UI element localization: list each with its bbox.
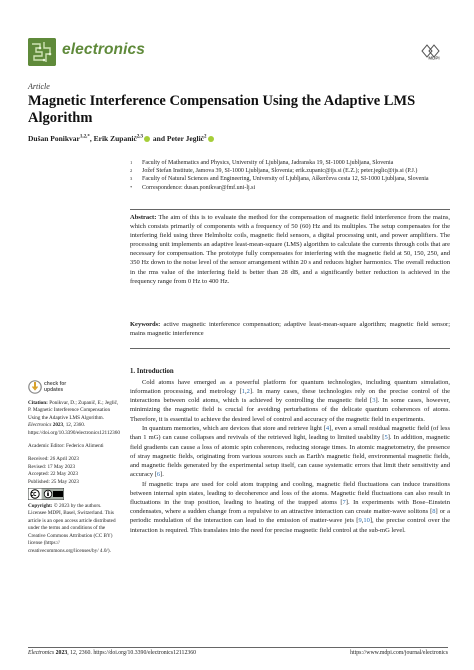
academic-editor: Academic Editor: Federico Alimenti (28, 443, 104, 450)
correspondence-email[interactable]: Correspondence: dusan.ponikvar@fmf.uni-lj.si (142, 184, 256, 191)
accepted-date: Accepted: 22 May 2023 (28, 471, 78, 478)
article-sidebar (28, 400, 120, 555)
keywords-label: Keywords: (130, 321, 161, 328)
article-type: Article (28, 82, 50, 91)
footer-journal: Electronics (28, 650, 55, 656)
author-name[interactable]: Erik Zupanič (93, 134, 137, 143)
author-affil-mark: 2,3 (136, 134, 144, 140)
cc-by-license-icon[interactable] (28, 488, 64, 500)
citation-link[interactable]: 9 (358, 517, 362, 525)
affiliation-text: Faculty of Mathematics and Physics, University of Ljubljana, Jadranska 19, SI-1000 Ljubljana, Slovenia (142, 160, 394, 166)
citation-year: 2023 (52, 422, 64, 429)
citation-link[interactable]: 8 (432, 508, 436, 516)
keywords-bottom-rule (130, 348, 450, 349)
footer-citation (28, 650, 196, 656)
footer-journal-url[interactable]: https://www.mdpi.com/journal/electronics (350, 650, 448, 656)
footer-year: 2023 (55, 650, 68, 656)
citation-link[interactable]: 6 (156, 471, 161, 479)
affiliation-item (130, 159, 460, 167)
abstract-label: Abstract: (130, 214, 157, 221)
affiliation-item (130, 167, 460, 175)
affiliation-text: Jožef Stefan Institute, Jamova 39, SI-1000 Ljubljana, Slovenia; erik.zupanic@ijs.si (E.Z.); peter.jeglic@ijs.si (P.J.) (142, 168, 418, 175)
citation-doi[interactable]: , 12, 2360. https://doi.org/10.3390/electronics12112360 (28, 422, 120, 436)
citation-link[interactable]: 10 (363, 517, 370, 525)
abstract-top-rule (130, 209, 450, 210)
affiliation-mark: 2 (130, 168, 133, 174)
affiliation-item (130, 184, 460, 192)
author-name[interactable]: Peter Jeglič (166, 134, 205, 143)
copyright-notice (28, 503, 120, 555)
author-affil-mark: 1,2,* (79, 134, 90, 140)
citation-text: Ponikvar, D.; Zupanič, E.; Jeglič, P. Magnetic Interference Compensation Using the Adaptive LMS Algorithm. (28, 400, 119, 421)
footer-doi[interactable]: , 12, 2360. https://doi.org/10.3390/electronics12112360 (67, 650, 197, 656)
check-updates-line1: check for (44, 381, 67, 387)
mdpi-label: MDPI (428, 55, 440, 60)
paragraph: In quantum memories, which are devices that store and retrieve light [4], even a small residual magnetic field (of less than 1 mG) can cause collapses and revivals of the retrieved light, leading to limited usability [5]. In addition, magnetic field gradients can cause a loss of atomic spin coherences, reducing storage times. In atomic magnetometry, the presence of stray magnetic fields, originating from various sources such as Earth's magnetic field, environmental magnetic fields, and magnetic fields generated by the experimental setup itself, can cause systematic errors that limit their sensitivity and accuracy [6]. (130, 425, 450, 479)
citation-link[interactable]: 7 (342, 499, 346, 507)
journal-logo-icon (28, 38, 56, 66)
footer-rule (28, 647, 448, 648)
affiliation-mark: * (130, 184, 133, 190)
citation-label: Citation: (28, 400, 48, 406)
author-affil-mark: 2 (204, 134, 207, 140)
received-date: Received: 26 April 2023 (28, 456, 79, 463)
abstract (130, 213, 450, 286)
affiliation-list (130, 159, 460, 192)
affiliation-mark: 3 (130, 176, 133, 182)
orcid-icon[interactable] (208, 136, 214, 142)
paragraph: If magnetic traps are used for cold atom trapping and cooling, magnetic field fluctuations can induce transitions between internal spin states, leading to decoherence and loss of the atoms. Magnetic field fluctuations can also result in fluctuations in the trap position, leading to heating of the trapped atoms [7]. In experiments with Bose–Einstein condensates, where a sudden change from a repulsive to an attractive interaction can create matter-wave solitons [8] or a periodic modulation of the interaction can lead to the emission of matter-wave jets [9,10], the precise control over the interaction is required. This translates into the need for precise magnetic field control at the sub-mG level. (130, 480, 450, 534)
affiliation-item (130, 175, 460, 183)
affiliation-mark: 1 (130, 160, 133, 165)
check-updates-line2: updates (44, 386, 64, 393)
citation-link[interactable]: 5 (384, 434, 388, 442)
check-updates-icon (28, 380, 42, 394)
author-list (28, 134, 458, 144)
author-separator: and (151, 134, 167, 143)
author-separator: , (89, 134, 94, 143)
citation-link[interactable]: 4 (325, 425, 330, 433)
mdpi-logo-icon[interactable] (420, 42, 448, 60)
revised-date: Revised: 17 May 2023 (28, 463, 76, 470)
section-heading: 1. Introduction (130, 368, 174, 375)
citation (28, 400, 120, 437)
copyright-label: Copyright: (28, 503, 53, 510)
affiliation-text: Faculty of Natural Sciences and Engineering, University of Ljubljana, Aškerčeva cesta 12, SI-1000 Ljubljana, Slovenia (142, 176, 429, 183)
abstract-text: The aim of this is to evaluate the method for the compensation of magnetic field interference from the mains, which consists primarily of components with a frequency of 50 (60) Hz and its multiples. The setup compensates for the interfering field using three Helmholtz coils, magnetic field sensors, a digital processing unit, and power amplifiers. The processing unit implements an adaptive least-mean-square (LMS) algorithm to calculate the currents through coils that are necessary for compensation. The prototype fully compensates for interfering with the magnetic field at 50, 150, 250, and 350 Hz down to the noise level of the sensor arrangement within 20 s and reduces higher harmonics. The overall reduction in the rms value of the interfering field is better than 28 dB, and a significantly better reduction is achieved in the frequency range from 0 Hz to 400 Hz. (130, 214, 451, 285)
author-name[interactable]: Dušan Ponikvar (28, 134, 80, 143)
orcid-icon[interactable] (144, 136, 150, 142)
journal-name: electronics (62, 41, 145, 58)
keywords-text: active magnetic interference compensation; adaptive least-mean-square algorithm; magnetic field sensor; mains magnetic interference (130, 321, 451, 338)
keywords (130, 320, 450, 338)
citation-journal: Electronics (28, 422, 52, 429)
article-title: Magnetic Interference Compensation Using the Adaptive LMS Algorithm (28, 93, 416, 126)
published-date: Published: 25 May 2023 (28, 478, 79, 485)
citation-link[interactable]: 1 (241, 388, 246, 396)
paragraph: Cold atoms have emerged as a powerful platform for quantum technologies, including quantum simulation, information processing, and metrology [1,2]. In many cases, these technologies rely on the precise control of the interactions between cold atoms, which is achieved by controlling the magnetic field [3]. In some cases, however, minimizing the magnetic field is crucial for avoiding perturbations of the delicate quantum coherences of atoms. Therefore, it is essential to achieve the desired level of control and accuracy of the magnetic field in experiments. (130, 379, 451, 423)
citation-link[interactable]: 2 (246, 388, 250, 396)
citation-link[interactable]: 3 (372, 397, 376, 405)
check-for-updates-badge[interactable] (28, 380, 98, 398)
journal-header (28, 38, 448, 68)
section-body (130, 378, 450, 535)
copyright-text: © 2023 by the authors. Licensee MDPI, Basel, Switzerland. This article is an open access article distributed under the terms and conditions of the Creative Commons Attribution (CC BY) license (https:// creativecommons.org/licenses/by/ 4.0/). (28, 503, 116, 554)
